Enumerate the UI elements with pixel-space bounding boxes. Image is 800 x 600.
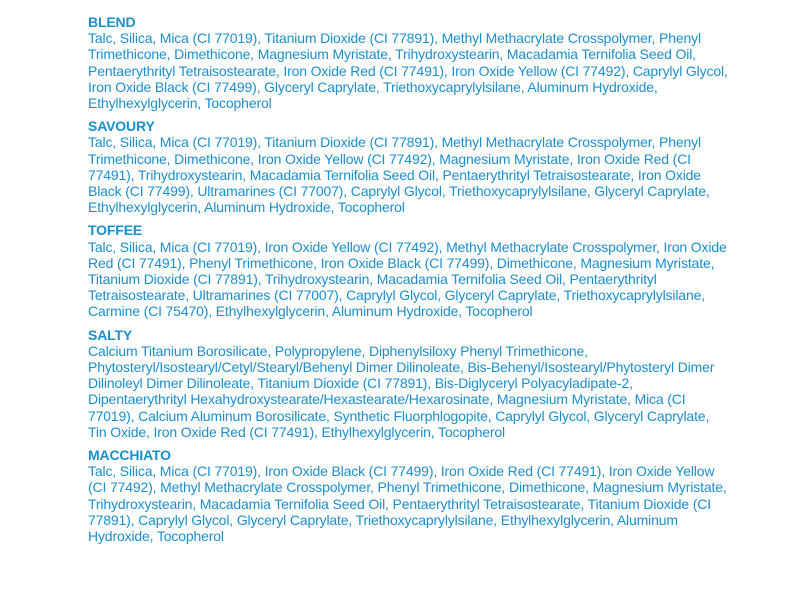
section-text-savoury: Talc, Silica, Mica (CI 77019), Titanium Dioxide (CI 77891), Methyl Methacrylate Crosspolymer, Phenyl Trimethicone, Dimethicone, Iron Oxide Yellow (CI 77492), Magnesium Myristate, Iron Oxide Red (CI 77491), Trihydroxystearin, Macadamia Ternifolia Seed Oil, Pentaerythrityl Tetraisostearate, Iron Oxide Black (CI 77499), Ultramarines (CI 77007), Caprylyl Glycol, Triethoxycaprylylsilane, Glyceryl Caprylate, Ethylhexylglycerin, Aluminum Hydroxide, Tocopherol [88,134,710,216]
section-text-toffee: Talc, Silica, Mica (CI 77019), Iron Oxide Yellow (CI 77492), Methyl Methacrylate Crosspolymer, Iron Oxide Red (CI 77491), Phenyl Trimethicone, Iron Oxide Black (CI 77499), Dimethicone, Magnesium Myristate, Titanium Dioxide (CI 77891), Trihydroxystearin, Macadamia Ternifolia Seed Oil, Pentaerythrityl Tetraisostearate, Ultramarines (CI 77007), Caprylyl Glycol, Glyceryl Caprylate, Triethoxycaprylylsilane, Carmine (CI 75470), Ethylhexylglycerin, Aluminum Hydroxide, Tocopherol [88,238,727,320]
section-title-savoury: SAVOURY [88,118,155,135]
section-macchiato [88,447,728,544]
section-title-toffee: TOFFEE [88,222,143,239]
section-blend [88,14,728,111]
section-title-salty: SALTY [88,326,133,343]
ingredients-list [88,14,728,551]
section-title-macchiato: MACCHIATO [88,447,171,464]
section-text-salty: Calcium Titanium Borosilicate, Polypropylene, Diphenylsiloxy Phenyl Trimethicone, Phytosteryl/Isostearyl/Cetyl/Stearyl/Behenyl Dimer Dilinoleate, Bis-Behenyl/Isostearyl/Phytosteryl Dimer Dilinoleyl Dimer Dilinoleate, Titanium Dioxide (CI 77891), Bis-Diglyceryl Polyacyladipate-2, Dipentaerythrityl Hexahydroxystearate/Hexastearate/Hexarosinate, Magnesium Myristate, Mica (CI 77019), Calcium Aluminum Borosilicate, Synthetic Fluorphlogopite, Caprylyl Glycol, Glyceryl Caprylate, Tin Oxide, Iron Oxide Red (CI 77491), Ethylhexylglycerin, Tocopherol [88,342,715,440]
section-savoury [88,118,728,215]
section-salty [88,327,728,440]
section-text-blend: Talc, Silica, Mica (CI 77019), Titanium Dioxide (CI 77891), Methyl Methacrylate Crosspolymer, Phenyl Trimethicone, Dimethicone, Magnesium Myristate, Trihydroxystearin, Macadamia Ternifolia Seed Oil, Pentaerythrityl Tetraisostearate, Iron Oxide Red (CI 77491), Iron Oxide Yellow (CI 77492), Caprylyl Glycol, Iron Oxide Black (CI 77499), Glyceryl Caprylate, Triethoxycaprylylsilane, Aluminum Hydroxide, Ethylhexylglycerin, Tocopherol [88,30,728,112]
section-title-blend: BLEND [88,14,136,30]
section-text-macchiato: Talc, Silica, Mica (CI 77019), Iron Oxide Black (CI 77499), Iron Oxide Red (CI 77491), Iron Oxide Yellow (CI 77492), Methyl Methacrylate Crosspolymer, Phenyl Trimethicone, Dimethicone, Magnesium Myristate, Trihydroxystearin, Macadamia Ternifolia Seed Oil, Pentaerythrityl Tetraisostearate, Titanium Dioxide (CI 77891), Caprylyl Glycol, Glyceryl Caprylate, Triethoxycaprylylsilane, Ethylhexylglycerin, Aluminum Hydroxide, Tocopherol [88,463,727,545]
section-toffee [88,222,728,319]
